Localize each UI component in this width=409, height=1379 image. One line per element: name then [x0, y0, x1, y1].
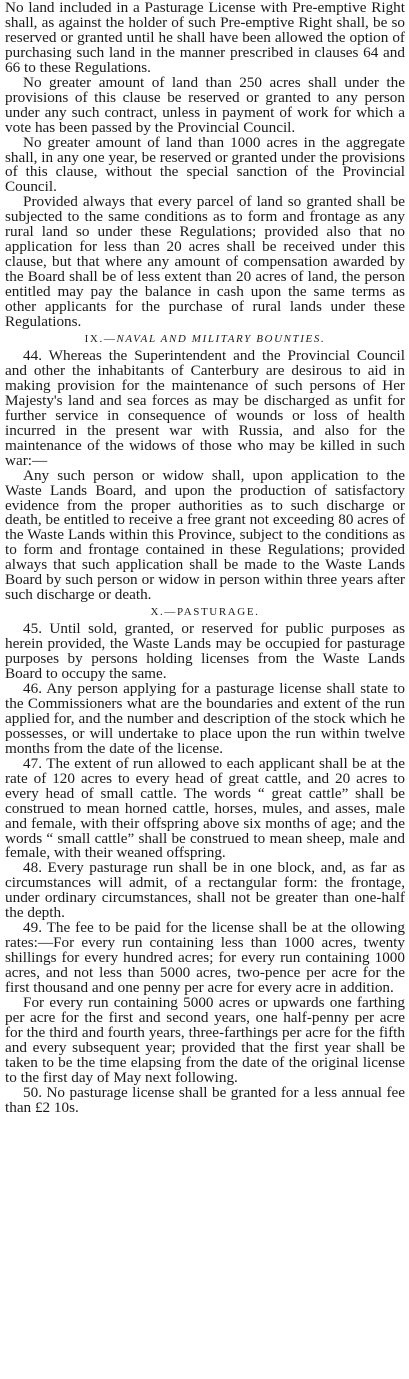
section-heading-x-number: X.— — [150, 606, 177, 619]
clause-50: 50. No pasturage license shall be granted for a less annual fee than £2 10s. — [5, 1083, 405, 1116]
clause-44: 44. Whereas the Superintendent and the Provincial Council and other the inhabitants of Canterbury are desirous to aid in making provision for the maintenance of such persons of Her Majesty's land and sea forces as may be discharged as unfit for further service in consequence of wounds or loss of health incurred in the present war with Russia, and also for the maintenance of the widows of those who may be killed in such war:— — [5, 346, 405, 469]
section-heading-x-title: PASTURAGE. — [176, 606, 260, 619]
clause-47: 47. The extent of run allowed to each applicant shall be at the rate of 120 acres to every head of great cattle, and 20 acres to every head of small cattle. The words “ great cattle” shall be construed to mean horned cattle, horses, mules, and asses, male and female, with their offspring above six months of age; and the words “ small cattle” shall be construed to mean sheep, male and female, with their weaned offspring. — [5, 754, 405, 862]
section-heading-ix-title: NAVAL AND MILITARY BOUNTIES. — [116, 332, 326, 345]
paragraph-form-and-frontage: Provided always that every parcel of land so granted shall be subjected to the same conditions as to form and frontage as any rural land so under these Regulations; provided also that no application for less than 20 acres shall be received under this clause, but that where any amount of compensation awarded by the Board shall be of less extent than 20 acres of land, the person entitled may pay the balance in cash upon the same terms as other applicants for the purchase of rural lands under these Regulations. — [5, 193, 405, 331]
paragraph-preemptive-right: No land included in a Pasturage License with Pre-emptive Right shall, as against the holder of such Pre-emptive Right shall, be so reserved or granted until he shall have been allowed the option of purchasing such land in the manner prescribed in clauses 64 and 66 to these Regulations. — [5, 0, 405, 76]
paragraph-1000-acres-limit: No greater amount of land than 1000 acres in the aggregate shall, in any one year, be reserved or granted under the provisions of this clause, without the special sanction of the Provincial Council. — [5, 133, 405, 196]
clause-44-grant: Any such person or widow shall, upon application to the Waste Lands Board, and upon the production of satisfactory evidence from the proper authorities as to such discharge or death, be entitled to receive a free grant not exceeding 80 acres of the Waste Lands within this Province, subject to the conditions as to form and frontage contained in these Regulations; provided always that such application shall be made to the Waste Lands Board by such person or widow in person within three years after such discharge or death. — [5, 466, 405, 604]
clause-49: 49. The fee to be paid for the license shall be at the ollowing rates:—For every run containing less than 1000 acres, twenty shillings for every hundred acres; for every run containing 1000 acres, and not less than 5000 acres, two-pence per acre for the first thousand and one penny per acre for every acre in addition. — [5, 919, 405, 997]
paragraph-250-acres-limit: No greater amount of land than 250 acres shall under the provisions of this clause be reserved or granted to any person under any such contract, unless in payment of work for which a vote has been passed by the Provincial Council. — [5, 73, 405, 136]
section-heading-x — [5, 605, 405, 619]
clause-49-large-runs: For every run containing 5000 acres or upwards one farthing per acre for the first and second years, one half-penny per acre for the third and fourth years, three-farthings per acre for the fifth and every subsequent year; provided that the first year shall be taken to be the time elapsing from the date of the original license to the first day of May next following. — [5, 994, 405, 1086]
section-heading-ix — [5, 332, 405, 346]
clause-45: 45. Until sold, granted, or reserved for public purposes as herein provided, the Waste Lands may be occupied for pasturage purposes by persons holding licenses from the Waste Lands Board to occupy the same. — [5, 620, 405, 683]
clause-48: 48. Every pasturage run shall be in one block, and, as far as circumstances will admit, of a rectangular form: the frontage, under ordinary circumstances, shall not be greater than one-half the depth. — [5, 859, 405, 922]
section-heading-ix-number: IX.— — [84, 332, 117, 345]
clause-46: 46. Any person applying for a pasturage license shall state to the Commissioners what are the boundaries and extent of the run applied for, and the number and description of the stock which he possesses, or will undertake to place upon the run within twelve months from the date of the license. — [5, 679, 405, 757]
